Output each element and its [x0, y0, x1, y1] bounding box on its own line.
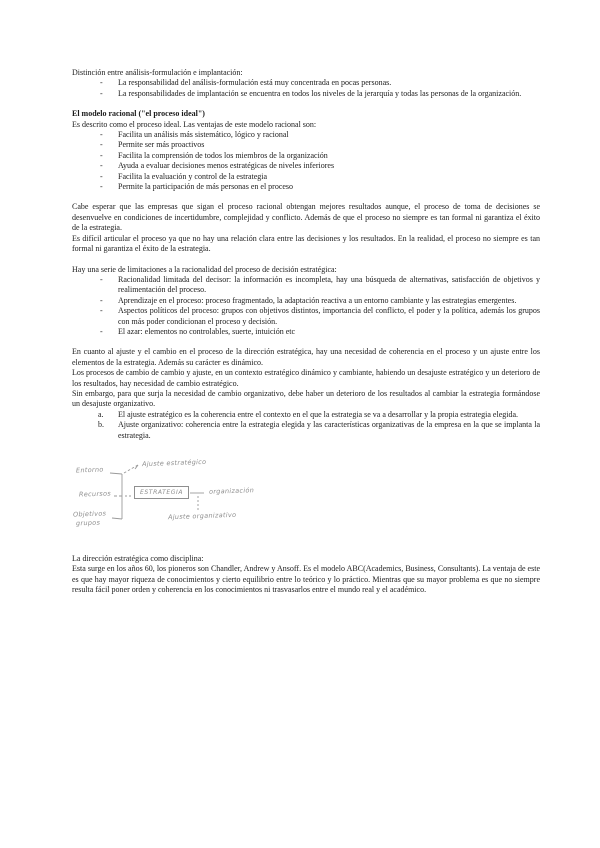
bullet-text: Facilita un análisis más sistemático, lógico y racional: [118, 130, 289, 140]
disciplina-lead: La dirección estratégica como disciplina:: [72, 554, 204, 563]
list-item: [72, 89, 540, 99]
list-item: [72, 130, 540, 140]
intro-bullet-list: [72, 78, 540, 99]
bullet-text: Racionalidad limitada del decisor: la información es incompleta, hay una búsqueda de alternativas, satisfacción de objetivos y realimentación del proceso.: [118, 274, 540, 295]
list-item: [72, 410, 540, 420]
list-item-text: Ajuste organizativo: coherencia entre la estrategia elegida y las características organizativas de la empresa en la que se implanta la estrategia.: [118, 420, 540, 440]
list-item: [72, 182, 540, 192]
ajuste-lettered-list: [72, 410, 540, 441]
diagram-label-organizacion: organización: [208, 486, 255, 496]
list-item: [72, 161, 540, 171]
list-item: [72, 420, 540, 441]
list-marker: a.: [98, 409, 104, 419]
list-item: [72, 151, 540, 161]
list-marker: b.: [98, 420, 104, 430]
intro-lead: Distinción entre análisis-formulación e implantación:: [72, 68, 243, 77]
handwritten-strategy-fit-diagram: [72, 457, 392, 544]
spacer: [72, 337, 540, 347]
diagram-context-item-recursos: Recursos: [78, 489, 112, 499]
diagram-context-item-objetivos: Objetivos: [72, 509, 107, 519]
bullet-text: Permite ser más proactivos: [118, 140, 205, 150]
disciplina-body: Esta surge en los años 60, los pioneros son Chandler, Andrew y Ansoff. Es el modelo ABC(Academics, Business, Consultants). La ventaja de este es que hay mayor riqueza de conocimientos y cierto equilibrio entre lo teórico y lo práctico. Mientras que su mayor problema es que no siempre resulta fácil poner orden y coherencia en los conocimientos ni trasvasarlos entre el mundo real y el académico.: [72, 564, 540, 595]
diagram-label-ajuste-estrategico: Ajuste estratégico: [141, 457, 207, 469]
spacer: [72, 192, 540, 202]
limitaciones-lead: Hay una serie de limitaciones a la racionalidad del proceso de decisión estratégica:: [72, 264, 337, 274]
ajuste-paragraph-2: Los procesos de cambio de cambio y ajuste, en un contexto estratégico dinámico y cambiante, habiendo un desajuste estratégico y un deterioro de los resultados, hay necesidad de cambio estratégico.: [72, 368, 540, 388]
diagram-context-item-grupos: grupos: [75, 518, 101, 528]
list-item: [72, 275, 540, 296]
diagram-box-estrategia: ESTRATEGIA: [134, 486, 189, 499]
modelo-racional-bullet-list: [72, 130, 540, 192]
document-page: [72, 68, 540, 596]
bullet-text: Aprendizaje en el proceso: proceso fragmentado, la adaptación reactiva a un entorno cambiante y las estrategias emergentes.: [118, 295, 517, 305]
modelo-racional-lead: Es descrito como el proceso ideal. Las ventajas de este modelo racional son:: [72, 119, 317, 129]
diagram-label-ajuste-organizativo: Ajuste organizativo: [167, 510, 237, 522]
bullet-text: Permite la participación de más personas en el proceso: [118, 182, 294, 192]
list-item: [72, 327, 540, 337]
diagram-strokes: [72, 457, 392, 544]
bullet-text: Facilita la evaluación y control de la estrategia: [118, 171, 268, 181]
list-item: [72, 140, 540, 150]
list-item: [72, 172, 540, 182]
bullet-text: La responsabilidades de implantación se encuentra en todos los niveles de la jerarquía y todas las personas de la organización.: [118, 88, 522, 98]
spacer: [72, 99, 540, 109]
list-item: [72, 78, 540, 88]
bullet-text: El azar: elementos no controlables, suerte, intuición etc: [118, 326, 296, 336]
ajuste-paragraph-3: Sin embargo, para que surja la necesidad de cambio organizativo, debe haber un deterioro de los resultados al cambiar la estrategia formándose un desajuste organizativo.: [72, 388, 540, 409]
bullet-text: Aspectos políticos del proceso: grupos con objetivos distintos, importancia del conflicto, el poder y la política, además los grupos con más poder condicionan el proceso y decisión.: [118, 306, 540, 326]
bullet-text: La responsabilidad del análisis-formulación está muy concentrada en pocas personas.: [118, 78, 392, 88]
expectativas-paragraph-2: Es difícil articular el proceso ya que no hay una relación clara entre las decisiones y los resultados. En la realidad, el proceso no siempre es tan formal ni garantiza el éxito de la estrategia.: [72, 233, 540, 254]
limitaciones-bullet-list: [72, 275, 540, 337]
bullet-text: Facilita la comprensión de todos los miembros de la organización: [118, 150, 328, 160]
section-heading-modelo-racional: El modelo racional ("el proceso ideal"): [72, 109, 205, 119]
list-item-text: El ajuste estratégico es la coherencia entre el contexto en el que la estrategia se va a desarrollar y la propia estrategia elegida.: [118, 409, 519, 419]
list-item: [72, 306, 540, 327]
spacer: [72, 255, 540, 265]
expectativas-paragraph-1: Cabe esperar que las empresas que sigan el proceso racional obtengan mejores resultados aunque, el proceso de toma de decisiones se desenvuelve en condiciones de incertidumbre, complejidad y conflicto. Además de que el proceso no siempre es tan formal ni garantiza el éxito de la estrategia.: [72, 202, 540, 233]
spacer: [72, 441, 540, 451]
list-item: [72, 296, 540, 306]
diagram-context-item-entorno: Entorno: [75, 465, 104, 475]
ajuste-paragraph-1: En cuanto al ajuste y el cambio en el proceso de la dirección estratégica, hay una necesidad de coherencia en el proceso y un ajuste entre los elementos de la estrategia. Además su carácter es dinámico.: [72, 347, 540, 367]
bullet-text: Ayuda a evaluar decisiones menos estratégicas de niveles inferiores: [118, 161, 335, 171]
